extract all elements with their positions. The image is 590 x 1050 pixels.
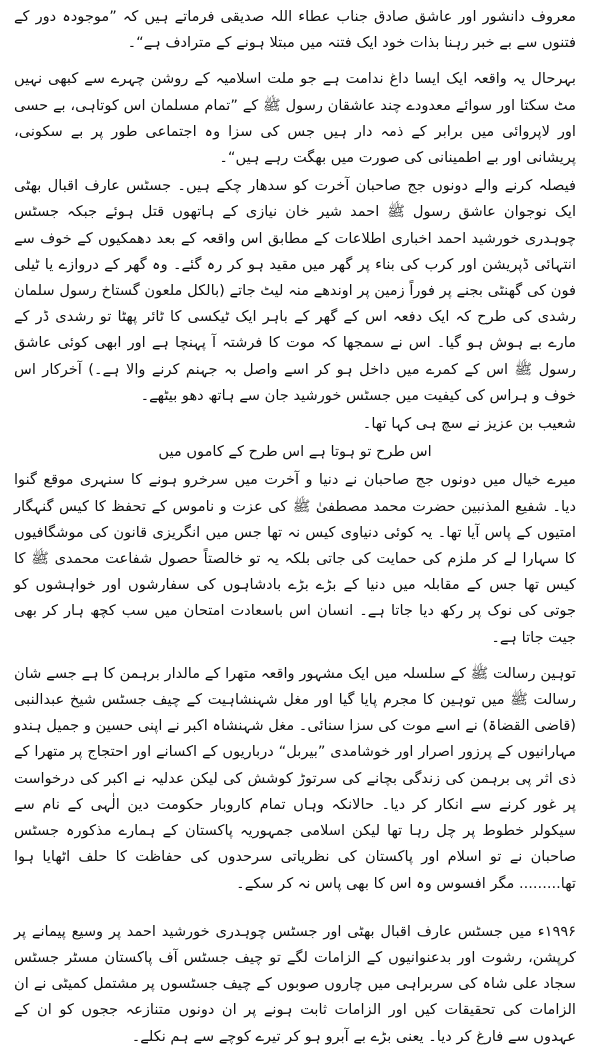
verse-line: اس طرح تو ہوتا ہے اس طرح کے کاموں میں bbox=[158, 443, 432, 461]
paragraph-judges-fate: فیصلہ کرنے والے دونوں جج صاحبان آخرت کو سدھار چکے ہیں۔ جسٹس عارف اقبال بھٹی ایک نوجوان عاشق رسول ﷺ احمد شیر خان نیازی کے ہاتھوں قتل ہوئے جبکہ جسٹس چوہدری خورشید احمد اخباری اطلاعات کے مطابق اس واقعہ کے بعد دھمکیوں کے خوف سے انتہائی ڈپریشن اور کرب کی بناء پر گھر میں مقید ہو کر رہ گئے۔ وہ گھر کے دروازے یا ٹیلی فون کی گھنٹی بجنے پر فوراً زمین پر اوندھے منہ لیٹ جاتے (بالکل ملعون گستاخ رسول سلمان رشدی کی طرح کہ ایک دفعہ اس کے گھر کے باہر ایک ٹیکسی کا ٹائر پھٹا تو رشدی ڈر کے مارے بے ہوش ہو گیا۔ اس نے سمجھا کہ موت کا فرشتہ آ پہنچا ہے اور ابھی کوئی عاشق رسول ﷺ اس کے کمرے میں داخل ہو کر اسے واصل بہ جہنم کرنے والا ہے۔) آخرکار اس خوف و ہراس کی کیفیت میں جسٹس خورشید جان سے ہاتھ دھو بیٹھے۔ bbox=[14, 177, 576, 404]
paragraph-shoaib-quote-intro: شعیب بن عزیز نے سچ ہی کہا تھا۔ bbox=[362, 415, 576, 433]
paragraph-lost-opportunity: میرے خیال میں دونوں جج صاحبان نے دنیا و آخرت میں سرخرو ہونے کا سنہری موقع گنوا دیا۔ شفیع المذنبین حضرت محمد مصطفیٰ ﷺ کی عزت و ناموس کے تحفظ کا کیس گنہگار امتیوں کے پاس آیا تھا۔ یہ کوئی دنیاوی کیس نہ تھا جس میں انگریزی قانون کی موشگافیوں کا سہارا لے کر ملزم کی حمایت کی جاتی بلکہ یہ تو خالصتاً حصول شفاعت محمدی ﷺ کا کیس تھا جس کے مقابلہ میں دنیا کے بڑے بڑے بادشاہوں کی سفارشوں اور خواہشوں کو جوتی کی نوک پر رکھ دیا جاتا ہے۔ انسان اس باسعادت امتحان میں سب کچھ ہار کر بھی جیت جاتا ہے۔ bbox=[14, 471, 576, 646]
paragraph-stain-of-shame: بہرحال یہ واقعہ ایک ایسا داغ ندامت ہے جو ملت اسلامیہ کے روشن چہرے سے کبھی نہیں مٹ سکتا اور سوائے معدودے چند عاشقان رسول ﷺ کے ”تمام مسلمان اس کوتاہی، بے حسی اور لاپروائی میں برابر کے ذمہ دار ہیں جس کی سزا وہ اجتماعی طور پر بے سکونی، پریشانی اور بے اطمینانی کی صورت میں بھگت رہے ہیں“۔ bbox=[14, 70, 576, 167]
paragraph-mathura-brahmin: توہین رسالت ﷺ کے سلسلہ میں ایک مشہور واقعہ متھرا کے مالدار برہمن کا ہے جسے شان رسالت ﷺ میں توہین کا مجرم پایا گیا اور مغل شہنشاہیت کے چیف جسٹس شیخ عبدالنبی (قاضی القضاۃ) نے اسے موت کی سزا سنائی۔ مغل شہنشاہ اکبر نے اپنی حسین و جمیل ہندو مہارانیوں کے پرزور اصرار اور خوشامدی ”بیربل“ درباریوں کے اکسانے اور احتجاج پر متھرا کے ذی اثر پی برہمن کی زندگی بچانے کی سرتوڑ کوشش کی لیکن عدلیہ نے اکبر کی درخواست پر غور کرنے سے انکار کر دیا۔ حالانکہ وہاں تمام کاروبار حکومت دین الٰہی کے نام سے سیکولر خطوط پر چل رہا تھا لیکن اسلامی جمہوریہ پاکستان کے ہمارے مذکورہ جسٹس صاحبان نے تو اسلام اور پاکستان کی نظریاتی سرحدوں کی حفاظت کا حلف اٹھایا ہوا تھا......... مگر افسوس وہ اس کا بھی پاس نہ کر سکے۔ bbox=[13, 664, 576, 892]
article-body bbox=[14, 4, 576, 1050]
paragraph-1996-corruption: ۱۹۹۶ء میں جسٹس عارف اقبال بھٹی اور جسٹس چوہدری خورشید احمد پر وسیع پیمانے پر کرپشن، رشوت اور بدعنوانیوں کے الزامات لگے تو چیف جسٹس آف پاکستان مسٹر جسٹس سجاد علی شاہ کی سربراہی میں چاروں صوبوں کے چیف جسٹسوں پر مشتمل کمیٹی نے ان الزامات کی تحقیقات کیں اور الزامات ثابت ہونے پر ان دونوں متنازعہ ججوں کو ان کے عہدوں سے فارغ کر دیا۔ یعنی بڑے بے آبرو ہو کر تیرے کوچے سے ہم نکلے۔ bbox=[14, 922, 576, 1045]
paragraph-quote-siddiqui: معروف دانشور اور عاشق صادق جناب عطاء اللہ صدیقی فرماتے ہیں کہ ”موجودہ دور کے فتنوں سے بے خبر رہنا بذات خود ایک فتنہ میں مبتلا ہونے کے مترادف ہے“۔ bbox=[14, 8, 576, 52]
